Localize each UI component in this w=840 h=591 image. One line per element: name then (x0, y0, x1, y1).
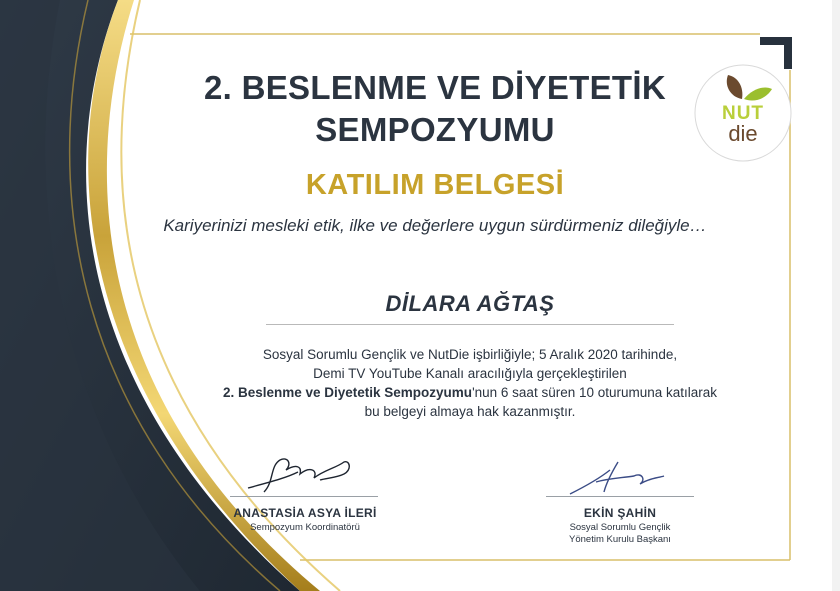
symposium-name-bold: 2. Beslenme ve Diyetetik Sempozyumu (222, 385, 473, 400)
certificate-title-line2: SEMPOZYUMU (315, 111, 555, 148)
signature-2-line (546, 496, 694, 497)
logo-text-nut: NUT (721, 103, 765, 124)
signatory-2-role-line1: Sosyal Sorumlu Gençlik (569, 522, 671, 533)
body-line-2: Demi TV YouTube Kanalı aracılığıyla gerçekleştirilen (313, 366, 627, 381)
certificate-title-line1: 2. BESLENME VE DİYETETİK (204, 69, 666, 106)
logo-text-die: die (728, 121, 758, 146)
signatory-1-name: ANASTASİA ASYA İLERİ (233, 506, 377, 520)
body-line-3-rest: 'nun 6 saat süren 10 oturumuna katılarak (472, 385, 718, 400)
body-line-4: bu belgeyi almaya hak kazanmıştır. (364, 404, 576, 419)
recipient-underline (266, 324, 674, 325)
recipient-name: DİLARA AĞTAŞ (385, 291, 555, 316)
signature-1-line (230, 496, 378, 497)
certificate-subtitle: KATILIM BELGESİ (305, 169, 565, 201)
signature-2-image (560, 456, 680, 500)
body-line-1: Sosyal Sorumlu Gençlik ve NutDie işbirliğiyle; 5 Aralık 2020 tarihinde, (262, 347, 678, 362)
signatory-1-role: Sempozyum Koordinatörü (250, 522, 360, 533)
body-line-3 (170, 383, 770, 402)
nutdie-logo (692, 63, 794, 163)
certificate-tagline: Kariyerinizi mesleki etik, ilke ve değerlere uygun sürdürmeniz dileğiyle… (163, 216, 707, 235)
signatory-2-name: EKİN ŞAHİN (583, 506, 657, 520)
signatory-2-role-line2: Yönetim Kurulu Başkanı (569, 534, 671, 545)
signature-1-image (240, 448, 360, 498)
